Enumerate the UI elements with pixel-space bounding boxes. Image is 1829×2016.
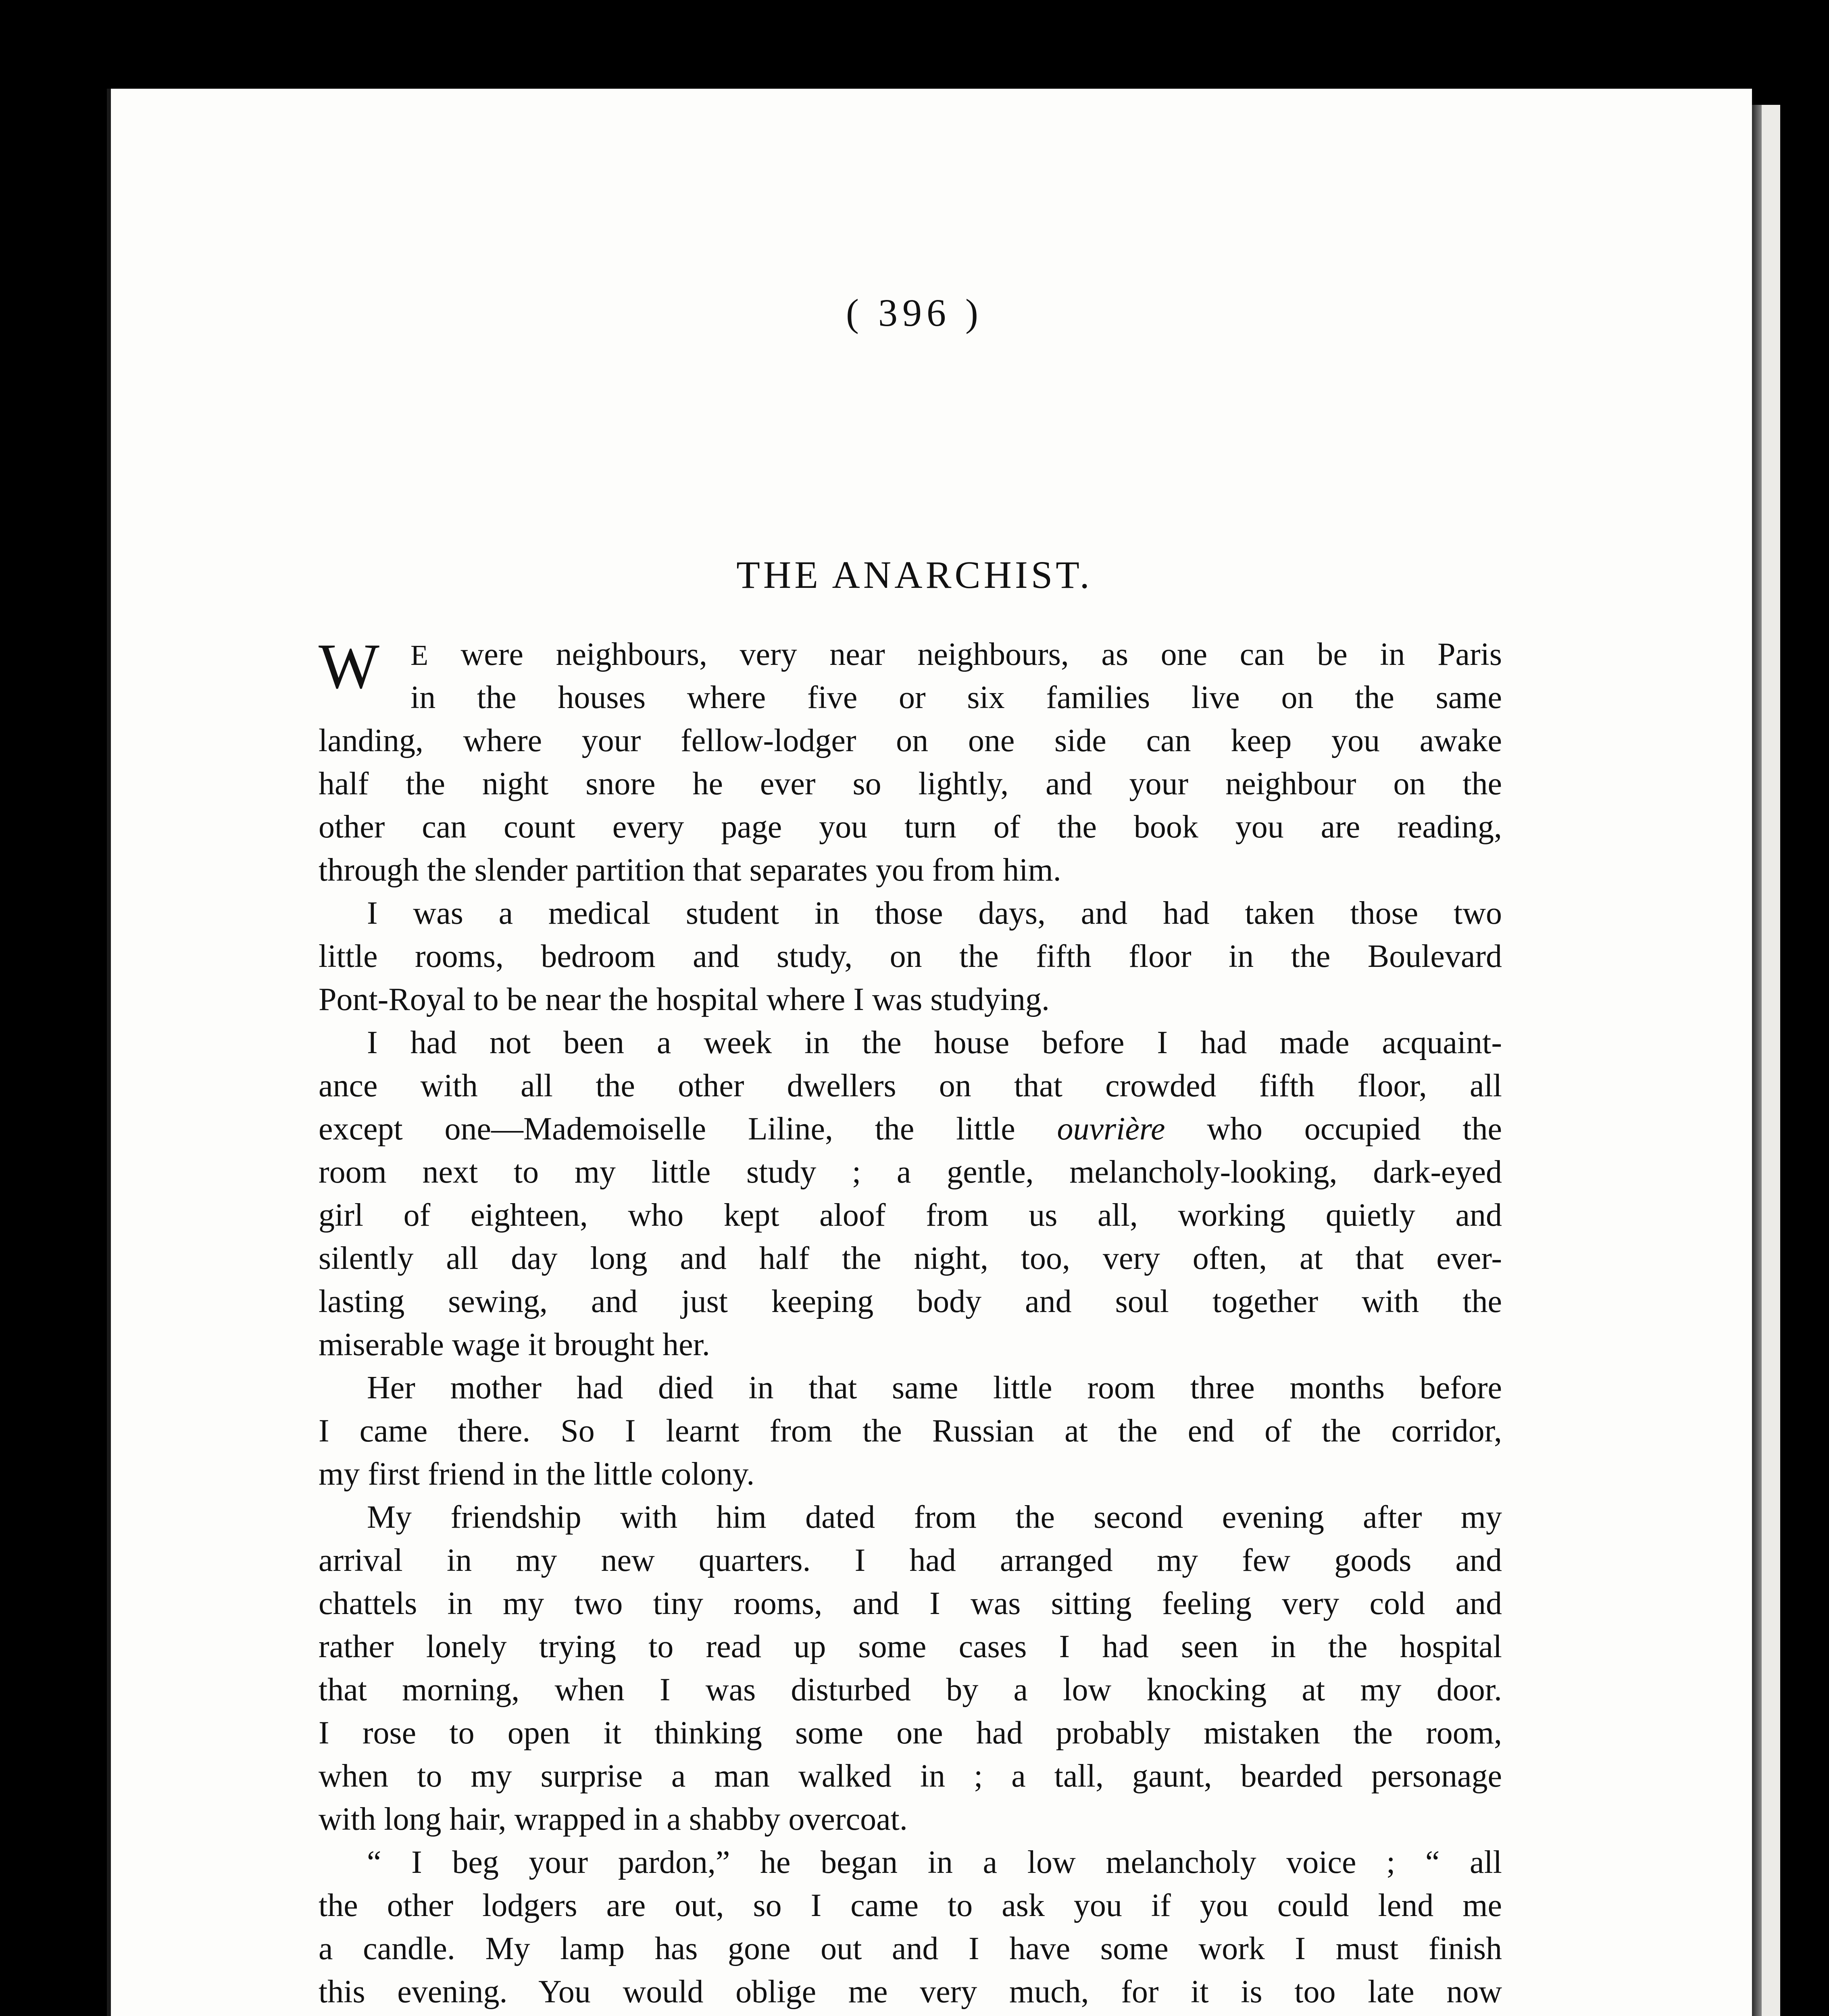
text-line — [319, 633, 1502, 676]
text-line: other can count every page you turn of the book you are reading, — [319, 809, 1502, 845]
text-line: I came there. So I learnt from the Russian at the end of the corridor, — [319, 1413, 1502, 1449]
paragraph — [319, 630, 1502, 892]
text-line: in the houses where five or six families live on the same — [410, 680, 1502, 715]
italic-word: ouvrière — [1057, 1111, 1165, 1147]
text-line: the other lodgers are out, so I came to ask you if you could lend me — [319, 1888, 1502, 1923]
text-line: a candle. My lamp has gone out and I have some work I must finish — [319, 1931, 1502, 1966]
text-line: this evening. You would oblige me very much, for it is too late now — [319, 1974, 1502, 2010]
text-line: rather lonely trying to read up some cases I had seen in the hospital — [319, 1629, 1502, 1664]
text-line: my first friend in the little colony. — [319, 1456, 755, 1492]
text-line: chattels in my two tiny rooms, and I was sitting feeling very cold and — [319, 1586, 1502, 1621]
spine-shadow — [1752, 105, 1762, 2016]
text-line: Pont-Royal to be near the hospital where I was studying. — [319, 982, 1050, 1017]
paragraph — [319, 1021, 1502, 1366]
text-line: I was a medical student in those days, and had taken those two — [367, 896, 1502, 931]
text-line: room next to my little study ; a gentle, melancholy-looking, dark-eyed — [319, 1154, 1502, 1190]
text-line: ance with all the other dwellers on that crowded fifth floor, all — [319, 1068, 1502, 1104]
text-line: little rooms, bedroom and study, on the fifth floor in the Boulevard — [319, 939, 1502, 974]
paragraph — [319, 1366, 1502, 1496]
text-line: arrival in my new quarters. I had arranged my few goods and — [319, 1543, 1502, 1578]
text-line: girl of eighteen, who kept aloof from us all, working quietly and — [319, 1198, 1502, 1233]
text-line: lasting sewing, and just keeping body and soul together with the — [319, 1284, 1502, 1319]
text-line — [319, 2014, 1502, 2016]
text-line: miserable wage it brought her. — [319, 1327, 710, 1362]
text-line: Her mother had died in that same little room three months before — [367, 1370, 1502, 1406]
text-line: “ I beg your pardon,” he began in a low melancholy voice ; “ all — [367, 1845, 1502, 1880]
text-line: when to my surprise a man walked in ; a tall, gaunt, bearded personage — [319, 1758, 1502, 1794]
page-left-edge — [107, 89, 111, 2016]
page-number: ( 396 ) — [846, 291, 983, 334]
text-line: I had not been a week in the house before I had made acquaint- — [367, 1025, 1502, 1060]
text-line: through the slender partition that separates you from him. — [319, 852, 1061, 888]
text-line — [319, 1108, 1502, 1151]
drop-cap: W — [319, 630, 380, 702]
text-line: that morning, when I was disturbed by a low knocking at my door. — [319, 1672, 1502, 1708]
text-line: with long hair, wrapped in a shabby overcoat. — [319, 1801, 908, 1837]
chapter-title: THE ANARCHIST. — [736, 553, 1093, 596]
paragraph — [319, 892, 1502, 1021]
text-line: half the night snore he ever so lightly, and your neighbour on the — [319, 766, 1502, 802]
paragraph — [319, 1841, 1502, 2016]
adjacent-page-edge — [1762, 105, 1780, 2016]
body-text — [319, 630, 1502, 2016]
line-text: except one—Mademoiselle Liline, the little — [319, 1111, 1057, 1147]
text-line: silently all day long and half the night, too, very often, at that ever- — [319, 1241, 1502, 1276]
text-line: My friendship with him dated from the second evening after my — [367, 1500, 1502, 1535]
text-line: I rose to open it thinking some one had probably mistaken the room, — [319, 1715, 1502, 1751]
small-caps-letter: E — [410, 639, 428, 671]
line-text: who occupied the — [1165, 1111, 1502, 1147]
paragraph — [319, 1496, 1502, 1841]
text-line: landing, where your fellow-lodger on one side can keep you awake — [319, 723, 1502, 758]
line-text: were neighbours, very near neighbours, as one can be in Paris — [428, 637, 1502, 672]
